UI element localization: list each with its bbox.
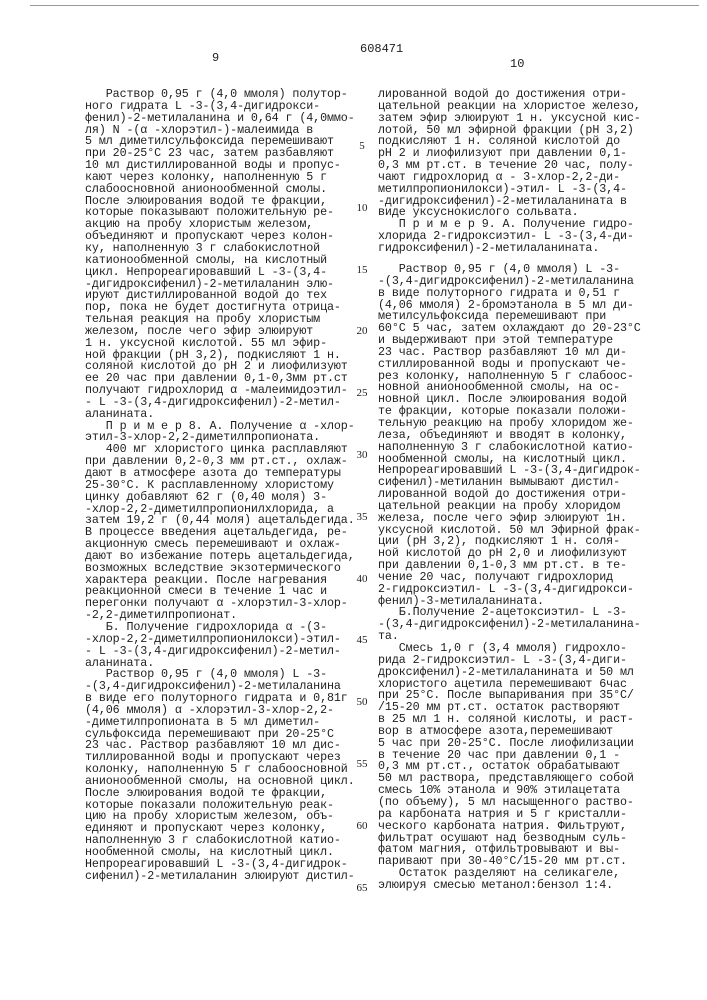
text-line: Б. Получение гидрохлорида α -(3- <box>85 622 355 634</box>
text-line: слабоосновной анионообменной смолы. <box>85 184 355 196</box>
text-line: фенил)-3-метилаланината. <box>378 596 641 608</box>
text-line: затем 19,2 г (0,44 моля) ацетальдегида. <box>85 515 355 527</box>
text-line: -хлор-2,2-диметилпропионилокси)-этил- <box>85 634 355 646</box>
text-line: (4,06 ммоля) 2-бромэтанола в 5 мл ди- <box>378 300 641 312</box>
text-line: колонку, наполненную 5 г слабоосновной <box>85 764 355 776</box>
text-line: лотой, 50 мл эфирной фракции (рН 3,2) <box>378 125 641 137</box>
text-line: 400 мг хлористого цинка расплавляют <box>85 444 355 456</box>
line-number: 15 <box>352 265 372 276</box>
text-line: ной фракции (рН 3,2), подкисляют 1 н. <box>85 350 355 362</box>
line-number: 50 <box>352 697 372 708</box>
text-line: в виде полуторного гидрата и 0,51 г <box>378 288 641 300</box>
text-line: Раствор 0,95 г (4,0 ммоля) L -3- <box>85 669 355 681</box>
text-line: -2,2-диметилпропионат. <box>85 610 355 622</box>
text-line: 50 мл раствора, представляющего собой <box>378 773 641 785</box>
text-line: единяют и пропускают через колонку, <box>85 823 355 835</box>
text-line: акционную смесь перемешивают и охлаж- <box>85 539 355 551</box>
text-line: Б.Получение 2-ацетоксиэтил- L -3- <box>378 607 641 619</box>
text-line: ного гидрата L -3-(3,4-дигидрокси- <box>85 101 355 113</box>
text-line: 0,3 мм рт.ст., остаток обрабатывают <box>378 761 641 773</box>
text-line: цикл. Непрореагировавший L -3-(3,4- <box>85 267 355 279</box>
text-line: 2-гидроксиэтил- L -3-(3,4-дигидрокси- <box>378 584 641 596</box>
text-line: наполненную 3 г слабокислотной катио- <box>378 442 641 454</box>
text-line: новной цикл. После элюирования водой <box>378 394 641 406</box>
text-line: кают через колонку, наполненную 5 г <box>85 172 355 184</box>
text-line: при 20-25°С 23 час, затем разбавляют <box>85 148 355 160</box>
text-line: новной анионообменной смолы, на ос- <box>378 382 641 394</box>
text-line: цинку добавляют 62 г (0,40 моля) 3- <box>85 492 355 504</box>
text-line: Раствор 0,95 г (4,0 ммоля) полутор- <box>85 89 355 101</box>
line-number: 55 <box>352 759 372 770</box>
line-number: 40 <box>352 574 372 585</box>
text-line: леза, объединяют и вводят в колонку, <box>378 430 641 442</box>
text-line: сифенил)-метиланин вымывают дистил- <box>378 477 641 489</box>
text-line: /15-20 мм рт.ст. остаток растворяют <box>378 702 641 714</box>
text-line: лированной водой до достижения отри- <box>378 89 641 101</box>
text-line: характера реакции. После нагревания <box>85 575 355 587</box>
text-line: гидроксифенил)-2-метилаланината. <box>378 243 641 255</box>
text-line: ческого карбоната натрия. Фильтруют, <box>378 821 641 833</box>
text-line: анионообменной смолы, на основной цикл. <box>85 776 355 788</box>
text-line: 0,3 мм рт.ст. в течение 20 час, полу- <box>378 160 641 172</box>
line-number: 20 <box>352 326 372 337</box>
text-line: тиллированной воды и пропускают через <box>85 752 355 764</box>
text-line: (по объему), 5 мл насыщенного раство- <box>378 797 641 809</box>
text-line: чение 20 час, получают гидрохлорид <box>378 572 641 584</box>
right-column-bottom <box>378 264 641 892</box>
text-line: Непрореагировавший L -3-(3,4-дигидрок- <box>85 859 355 871</box>
text-line: та. <box>378 631 641 643</box>
text-line: в течение 20 час при давлении 0,1 - <box>378 750 641 762</box>
text-line: аланината. <box>85 409 355 421</box>
text-line: -дигидроксифенил)-2-метилаланин элю- <box>85 279 355 291</box>
text-line: цию на пробу хлористым железом, объ- <box>85 811 355 823</box>
text-line: 60°С 5 час, затем охлаждают до 20-23°С <box>378 323 641 335</box>
text-line: ее 20 час при давлении 0,1-0,3мм рт.ст <box>85 373 355 385</box>
text-line: Непрореагировавший L -3-(3,4-дигидрок- <box>378 465 641 477</box>
text-line: - L -3-(3,4-дигидроксифенил)-2-метил- <box>85 646 355 658</box>
text-line: реакционной смеси в течение 1 час и <box>85 586 355 598</box>
line-number: 35 <box>352 512 372 523</box>
top-rule <box>30 5 699 6</box>
text-line: Раствор 0,95 г (4,0 ммоля) L -3- <box>378 264 641 276</box>
text-line: при давлении 0,2-0,3 мм рт.ст., охлаж- <box>85 456 355 468</box>
text-line: -дигидроксифенил)-2-метилаланината в <box>378 196 641 208</box>
text-line: уксусной кислотой. 50 мл Эфирной фрак- <box>378 525 641 537</box>
text-line: дроксифенил)-2-метилаланината и 50 мл <box>378 667 641 679</box>
text-line: этил-3-хлор-2,2-диметилпропионата. <box>85 432 355 444</box>
text-line: катионообменной смолы, на кислотный <box>85 255 355 267</box>
text-line: наполненную 3 г слабокислотной катио- <box>85 835 355 847</box>
text-line: ируют дистиллированной водой до тех <box>85 290 355 302</box>
text-line: и выдерживают при этой температуре <box>378 335 641 347</box>
right-column-top <box>378 89 641 255</box>
text-line: 23 час. Раствор разбавляют 10 мл ди- <box>378 347 641 359</box>
text-line: сифенил)-2-метилаланин элюируют дистил- <box>85 871 355 883</box>
text-line: элюируя смесью метанол:бензол 1:4. <box>378 880 641 892</box>
text-line: рида 2-гидроксиэтил- L -3-(3,4-диги- <box>378 655 641 667</box>
text-line: аланината. <box>85 658 355 670</box>
line-number: 65 <box>352 883 372 894</box>
text-line: Смесь 1,0 г (3,4 ммоля) гидрохло- <box>378 643 641 655</box>
page-number-left: 9 <box>212 52 219 64</box>
text-line: хлористого ацетила перемешивают 6час <box>378 679 641 691</box>
text-line: при давлении 0,1-0,3 мм рт.ст. в те- <box>378 560 641 572</box>
text-line: объединяют и пропускают через колон- <box>85 231 355 243</box>
text-line: смесь 10% этанола и 90% этилацетата <box>378 785 641 797</box>
text-line: рН 2 и лиофилизуют при давлении 0,1- <box>378 148 641 160</box>
text-line: -(3,4-дигидроксифенил)-2-метилаланина- <box>378 619 641 631</box>
text-line: фильтрат осушают над безводным суль- <box>378 833 641 845</box>
text-line: После элюирования водой те фракции, <box>85 196 355 208</box>
text-line: возможных вследствие экзотермического <box>85 563 355 575</box>
text-line: - L -3-(3,4-дигидроксифенил)-2-метил- <box>85 397 355 409</box>
text-line: стиллированной воды и пропускают че- <box>378 359 641 371</box>
text-line: метилсульфоксида перемешивают при <box>378 311 641 323</box>
text-line: в виде его полуторного гидрата и 0,81г <box>85 693 355 705</box>
text-line: вор в атмосфере азота,перемешивают <box>378 726 641 738</box>
page-number-right: 10 <box>510 58 524 70</box>
text-line: ля) N -(α -хлорэтил-)-малеимида в <box>85 125 355 137</box>
text-line: 5 мл диметилсульфоксида перемешивают <box>85 136 355 148</box>
text-line: в 25 мл 1 н. соляной кислоты, и раст- <box>378 714 641 726</box>
line-number: 10 <box>352 203 372 214</box>
text-line: фатом магния, отфильтровывают и вы- <box>378 844 641 856</box>
text-line: 25-30°С. К расплавленному хлористому <box>85 480 355 492</box>
text-line: 10 мл дистиллированной воды и пропус- <box>85 160 355 172</box>
text-line: виде уксуснокислого сольвата. <box>378 207 641 219</box>
text-line: дают в атмосфере азота до температуры <box>85 468 355 480</box>
text-line: После элюирования водой те фракции, <box>85 788 355 800</box>
text-line: те фракции, которые показали положи- <box>378 406 641 418</box>
text-line: В процессе введения ацетальдегида, ре- <box>85 527 355 539</box>
text-line: пор, пока не будет достигнута отрица- <box>85 302 355 314</box>
text-line: -(3,4-дигидроксифенил)-2-метилаланина <box>85 681 355 693</box>
text-line: соляной кислотой до рН 2 и лиофилизуют <box>85 361 355 373</box>
text-line: нообменной смолы, на кислотный цикл. <box>378 454 641 466</box>
text-line: которые показывают положительную ре- <box>85 207 355 219</box>
text-line: тельную реакцию на пробу хлоридом же- <box>378 418 641 430</box>
text-line: акцию на пробу хлористым железом, <box>85 219 355 231</box>
text-line: 1 н. уксусной кислотой. 55 мл эфир- <box>85 338 355 350</box>
text-line: -хлор-2,2-диметилпропионилхлорида, а <box>85 504 355 516</box>
patent-number: 608471 <box>360 43 403 55</box>
text-line: нообменной смолы, на кислотный цикл. <box>85 847 355 859</box>
text-line: фенил)-2-метилаланина и 0,64 г (4,0ммо- <box>85 113 355 125</box>
text-line: П р и м е р 9. А. Получение гидро- <box>378 219 641 231</box>
text-line: сульфоксида перемешивают при 20-25°С <box>85 729 355 741</box>
text-line: которые показали положительную реак- <box>85 800 355 812</box>
text-line: перегонки получают α -хлорэтил-3-хлор- <box>85 598 355 610</box>
text-line: ку, наполненную 3 г слабокислотной <box>85 243 355 255</box>
text-line: ра карбоната натрия и 5 г кристалли- <box>378 809 641 821</box>
text-line: цательной реакции на хлористое железо, <box>378 101 641 113</box>
line-number: 45 <box>352 635 372 646</box>
text-line: хлорида 2-гидроксиэтил- L -3-(3,4-ди- <box>378 231 641 243</box>
text-line: паривают при 30-40°С/15-20 мм рт.ст. <box>378 856 641 868</box>
text-line: ции (рН 3,2), подкисляют 1 н. соля- <box>378 536 641 548</box>
text-line: чают гидрохлорид α - 3-хлор-2,2-ди- <box>378 172 641 184</box>
text-line: тельная реакция на пробу хлористым <box>85 314 355 326</box>
text-line: 5 час при 20-25°С. После лиофилизации <box>378 738 641 750</box>
text-line: Остаток разделяют на селикагеле, <box>378 868 641 880</box>
text-line: железа, после чего эфир элюируют 1н. <box>378 513 641 525</box>
text-line: -(3,4-дигидроксифенил)-2-метилаланина <box>378 276 641 288</box>
text-line: получают гидрохлорид α -малеимидоэтил- <box>85 385 355 397</box>
text-line: дают во избежание потерь ацетальдегида, <box>85 551 355 563</box>
left-column <box>85 89 355 883</box>
text-line: цательной реакции на пробу хлоридом <box>378 501 641 513</box>
text-line: метилпропионилокси)-этил- L -3-(3,4- <box>378 184 641 196</box>
line-number: 25 <box>352 388 372 399</box>
line-number: 60 <box>352 821 372 832</box>
line-number: 30 <box>352 450 372 461</box>
text-line: -диметилпропионата в 5 мл диметил- <box>85 717 355 729</box>
text-line: при 25°С. После выпаривания при 35°С/ <box>378 690 641 702</box>
text-line: затем эфир элюируют 1 н. уксусной кис- <box>378 113 641 125</box>
text-line: железом, после чего эфир элюируют <box>85 326 355 338</box>
line-number: 5 <box>352 141 372 152</box>
text-line: рез колонку, наполненную 5 г слабоос- <box>378 371 641 383</box>
text-line: (4,06 ммоля) α -хлорэтил-3-хлор-2,2- <box>85 705 355 717</box>
text-line: 23 час. Раствор разбавляют 10 мл дис- <box>85 740 355 752</box>
text-line: подкисляют 1 н. соляной кислотой до <box>378 136 641 148</box>
text-line: лированной водой до достижения отри- <box>378 489 641 501</box>
text-line: П р и м е р 8. А. Получение α -хлор- <box>85 421 355 433</box>
text-line: ной кислотой до рН 2,0 и лиофилизуют <box>378 548 641 560</box>
